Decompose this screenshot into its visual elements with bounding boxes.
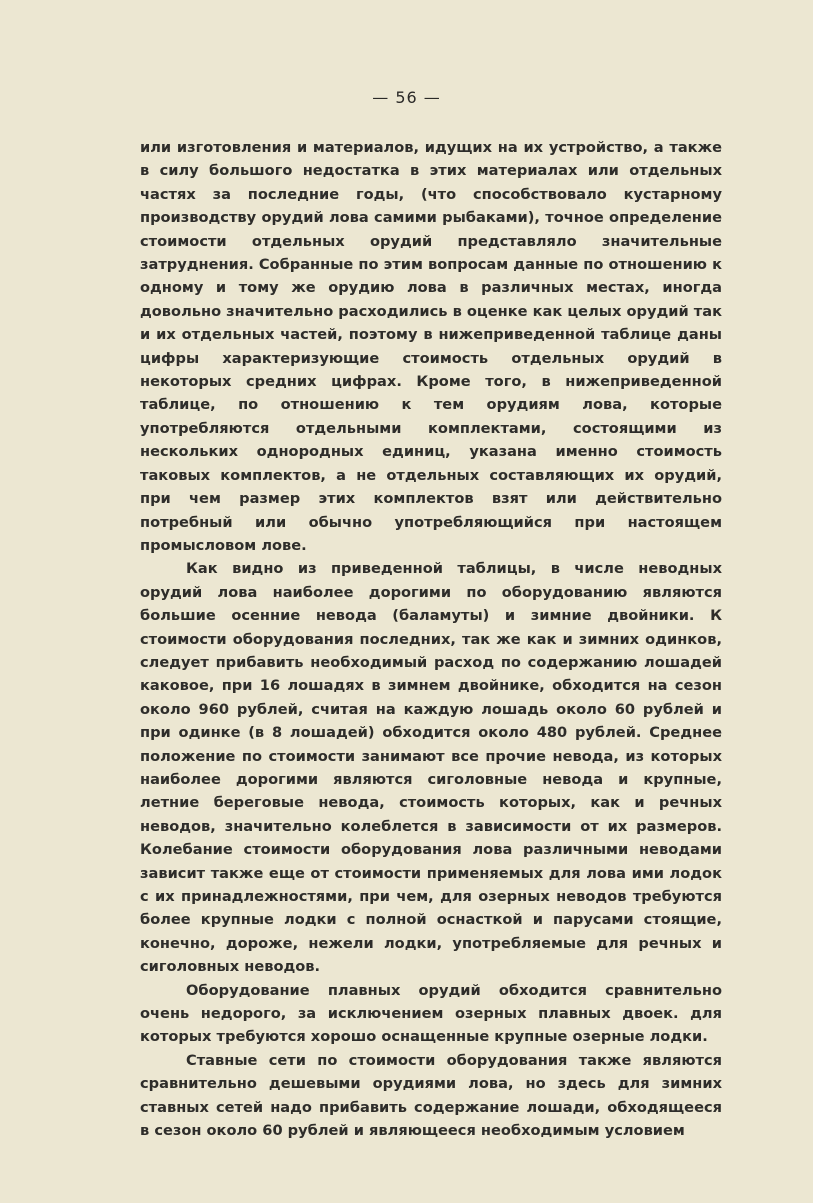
paragraph-3: Оборудование плавных орудий обходится сравнительно очень недорого, за исключением озерных плавных двоек. для которых требуются хорошо оснащенные крупные озерные лодки. xyxy=(140,981,722,1046)
body-text xyxy=(140,136,722,1142)
paragraph-1: или изготовления и материалов, идущих на их устройство, а также в силу большого недостатка в этих материалах или отдельных частях за последние годы, (что способствовало кустарному производству орудий лова самими рыбаками), точное определение стоимости отдельных орудий представляло значительные затруднения. Собранные по этим вопросам данные по отношению к одному и тому же орудию лова в различных местах, иногда довольно значительно расходились в оценке как целых орудий так и их отдельных частей, поэтому в нижеприведенной таблице даны цифры характеризующие стоимость отдельных орудий в некоторых средних цифрах. Кроме того, в нижеприведенной таблице, по отношению к тем орудиям лова, которые употребляются отдельными комплектами, состоящими из нескольких однородных единиц, указана именно стоимость таковых комплектов, а не отдельных составляющих их орудий, при чем размер этих комплектов взят или действительно потребный или обычно употребляющийся при настоящем промысловом лове. xyxy=(140,139,722,554)
paragraph-4: Ставные сети по стоимости оборудования также являются сравнительно дешевыми орудиями лова, но здесь для зимних ставных сетей надо прибавить содержание лошади, обходящееся в сезон около 60 рублей и являющееся необходимым условием xyxy=(140,1051,722,1140)
paragraph-2: Как видно из приведенной таблицы, в числе неводных орудий лова наиболее дорогими по оборудованию являются большие осенние невода (баламуты) и зимние двойники. К стоимости оборудования последних, так же как и зимних одинков, следует прибавить необходимый расход по содержанию лошадей каковое, при 16 лошадях в зимнем двойнике, обходится на сезон около 960 рублей, считая на каждую лошадь около 60 рублей и при одинке (в 8 лошадей) обходится около 480 рублей. Среднее положение по стоимости занимают все прочие невода, из которых наиболее дорогими являются сиголовные невода и крупные, летние береговые невода, стоимость которых, как и речных неводов, значительно колеблется в зависимости от их размеров. Колебание стоимости оборудования лова различными неводами зависит также еще от стоимости применяемых для лова ими лодок с их принадлежностями, при чем, для озерных неводов требуются более крупные лодки с полной оснасткой и парусами стоящие, конечно, дороже, нежели лодки, употребляемые для речных и сиголовных неводов. xyxy=(140,560,722,976)
page-number: — 56 — xyxy=(372,88,441,107)
